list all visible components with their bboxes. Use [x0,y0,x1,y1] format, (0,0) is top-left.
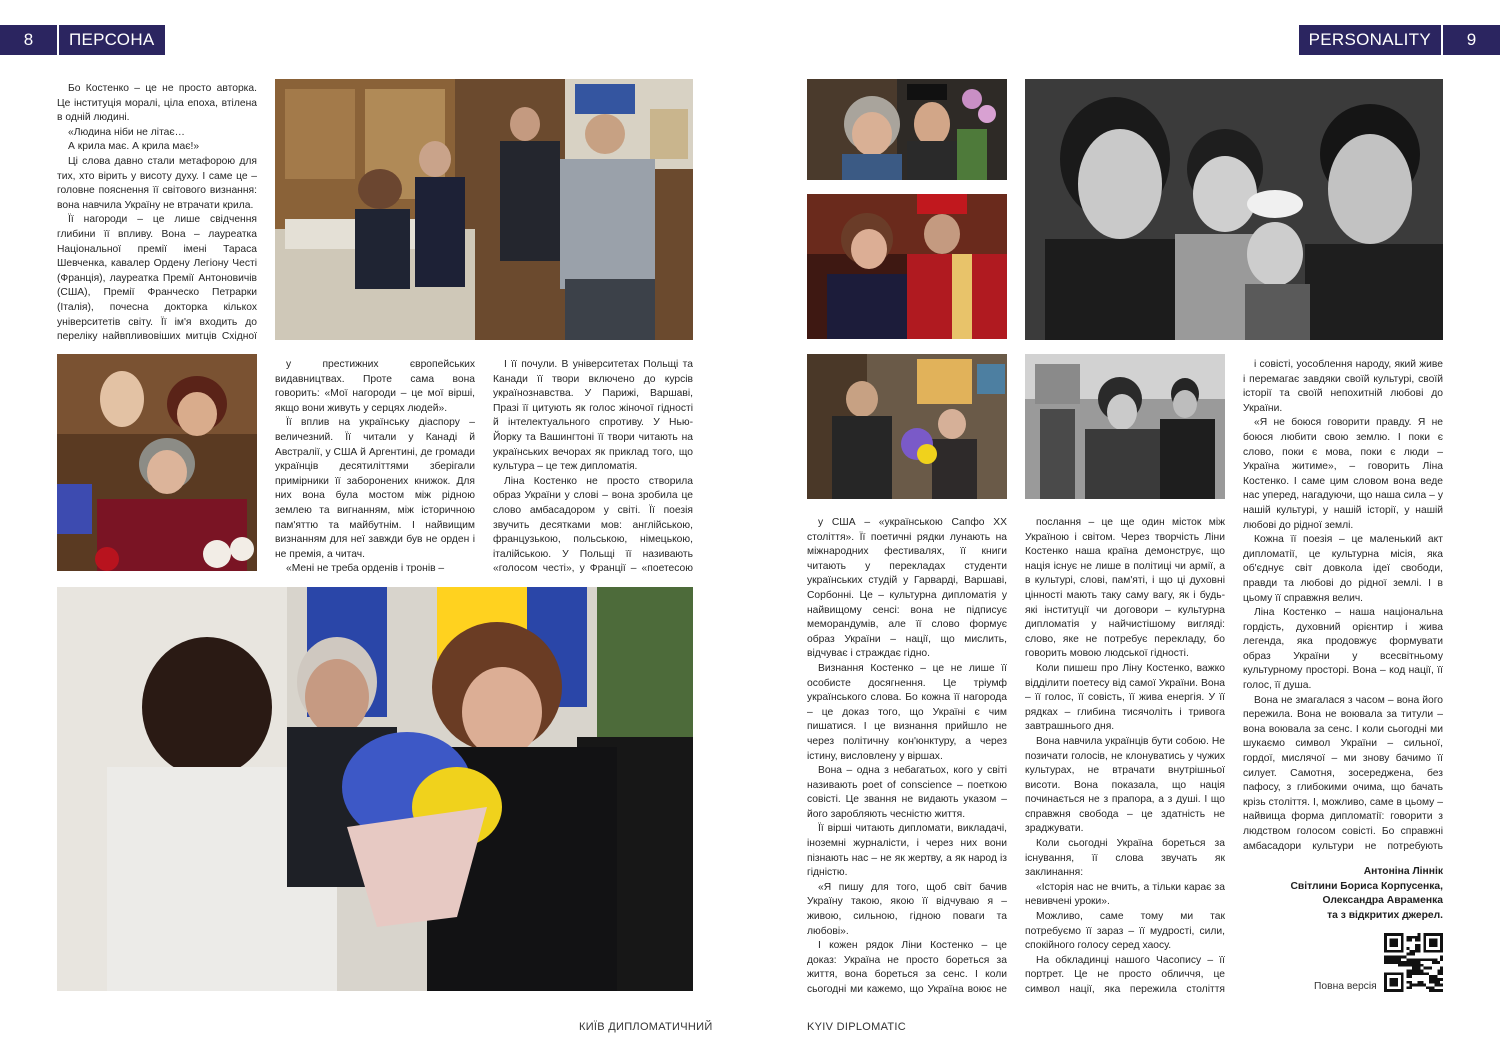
photo-credit-line-3: та з відкритих джерел. [1327,909,1443,921]
article-credits [1290,865,1443,923]
paragraph: «Я пишу для того, щоб світ бачив Україну такою, якою її відчуваю я – живою, сильною, гідною поваги та любові». [807,881,1007,937]
paragraph: Ці слова давно стали метафорою для тих, хто вірить у висоту духу. І саме це – головне пояснення її світового визнання: вона навчила Україну не втрачати крила. [57,155,257,211]
photo-family-archive [1025,79,1443,340]
paragraph: Вона не змагалася з часом – вона його пережила. Вона не воювала за титули – вона воювала за сенс. І коли сьогодні ми шукаємо символ України – сильної, гордої, мислячої – ми знову бачимо її силует. Самотня, зосереджена, без пафосу, з глибокими очима, що бачать крізь століття. І, можливо, саме в цьому – найвища форма дипломатії: говорити з людством голосом совісті. Бо справжні амбасадори культури не потребують [1243,694,1443,852]
paragraph: Ліна Костенко – наша національна гордість, духовний орієнтир і жива легенда, яка продовжує формувати образ України у всесвітньому культурному просторі. Вона – код нації, її голос, її душа. [1243,607,1443,692]
left-page-number: 8 [0,25,57,55]
paragraph: Вона навчила українців бути собою. Не позичати голосів, не клонуватись у чужих культурах, не втрачати внутрішньої висоти. Вона показала, що нація починається не з прапора, а з душі. І що справжня свобода – це здатність не зраджувати. [1025,735,1225,835]
paragraph: На обкладинці нашого Часопису – її портрет. Це не просто обличчя, це символ нації, яка пережила століття [1025,954,1225,995]
photo-gallery-visit [807,354,1007,499]
left-page-header [0,25,165,55]
text-column-2 [275,358,475,576]
footer-left-title: КИЇВ ДИПЛОМАТИЧНИЙ [579,1021,713,1033]
paragraph: у престижних європейських видавництвах. Проте сама вона говорить: «Мої нагороди – це мої вірші, якщо вони живуть у серцях людей». [275,359,475,414]
paragraph: послання – це ще один місток між Україною і світом. Через творчість Ліни Костенко наша країна демонструє, що нація існує не лише в політиці чи армії, а в культурі, слові, пам'яті, і що ці духовні цінності мають таку саму вагу, як і будь-які інституції чи договори – культурна дипломатія у найчистішому вигляді: слово, яке не потребує перекладу, бо говорить мовою людської гідності. [1025,517,1225,660]
paragraph: Бо Костенко – це не просто авторка. Це інституція моралі, ціла епоха, втілена в одній людині. [57,83,257,124]
paragraph: Коли сьогодні Україна бореться за існування, її слова звучать як заклинання: [1025,838,1225,879]
paragraph: Визнання Костенко – це не лише її особисте досягнення. Це тріумф українського слова. Бо кожна її нагорода – це доказ того, що Україні є чим пишатися. І це визнання прийшло не через політичну кон'юнктуру, а через істину, висловлену у віршах. [807,662,1007,762]
text-column-6 [1243,358,1443,854]
paragraph: у США – «українською Сапфо XX століття». Її поетичні рядки лунають на міжнародних фестивалях, її книги читають у перекладах студенти українських студій у Гарварді, Варшаві, Сорбонні. Це – культурна дипломатія у найвищому сенсі: вона не підписує меморандумів, але її слово формує образ України – нації, що мислить, відчуває і страждає гідно. [807,517,1007,660]
paragraph: Кожна її поезія – це маленький акт дипломатії, це культурна місія, яка об'єднує світ довкола ідеї свободи, правди та любові до рідної землі. І в цьому її справжня велич. [1243,534,1443,604]
paragraph: «Я не боюся говорити правду. Я не боюся любити свою землю. І поки є слово, поки є мова, поки є люди – Україна житиме», – говорить Ліна Костенко. І саме цим словом вона веде нас уперед, нагадуючи, що наша сила – у нашій культурі, у нашій історії, у нашій любові до рідної землі. [1243,417,1443,531]
author-name: Антоніна Ліннік [1363,866,1443,877]
paragraph: Коли пишеш про Ліну Костенко, важко відділити поетесу від самої України. Вона – її голос, її совість, її жива енергія. У її рядках – глибина тисячоліть і тривога завтрашнього дня. [1025,662,1225,733]
paragraph: А крила має. А крила має!» [68,141,200,153]
qr-code-icon[interactable] [1384,933,1443,992]
full-version-label: Повна версія [1314,981,1377,992]
photo-street-crowd [1025,354,1225,499]
paragraph: Вона – одна з небагатьох, кого у світі називають poet of conscience – поеткою совісті. Це звання не видають указом – його заробляють чесністю життя. [807,765,1007,820]
paragraph: Її нагороди – це лише свідчення глибини її впливу. Вона – лауреатка Національної премії імені Тараса Шевченка, кавалер Ордену Легіону Честі (Франція), лауреатка Премії Антоновичів (США), Премії Франческо Петрарки (Італія), почесна докторка кількох університетів світу. Її ім'я входить до переліку найвпливовіших митців Східної [57,214,257,343]
footer-right-title: KYIV DIPLOMATIC [807,1021,907,1033]
paragraph: І кожен рядок Ліни Костенко – це доказ: Україна не просто бореться за життя, вона бореться за сенс. І коли сьогодні ми кажемо, що Україна воює не [807,940,1007,995]
paragraph: і совісті, уособлення народу, який живе і перемагає завдяки своїй культурі, своїй історії та своїй непохитній любові до України. [1243,359,1443,414]
text-column-4 [807,516,1007,996]
right-page-number: 9 [1443,25,1500,55]
text-column-3 [493,358,693,576]
photo-credit-line-1: Світлини Бориса Корпусенка, [1290,880,1443,892]
photo-meeting-room [275,79,693,340]
photo-orchids [807,79,1007,180]
paragraph: Можливо, саме тому ми так потребуємо її зараз – її мудрості, сили, спокійного голосу серед хаосу. [1025,911,1225,952]
photo-academic-robes [807,194,1007,339]
photo-flowers-greeting [57,587,693,991]
photo-credit-line-2: Олександра Авраменка [1322,895,1443,907]
text-column-5 [1025,516,1225,996]
photo-two-women [57,354,257,571]
paragraph: «Історія нас не вчить, а тільки карає за невивчені уроки». [1025,881,1225,908]
paragraph: Її вірші читають дипломати, викладачі, іноземні журналісти, і через них вони пізнають нас – не як жертву, а як народ із гідністю. [807,823,1007,879]
paragraph: «Мені не треба орденів і тронів – [286,563,445,575]
paragraph: Її вплив на українську діаспору – величезний. Її читали у Канаді й Австралії, у США й Аргентині, де громади українців десятиліттями зберігали примірники її заборонених книжок. Для них вона була мостом між рідною землею та вигнанням, між історичною пам'яттю та майбутнім. І найвищим визнанням для неї завжди був не орден і не премія, а читач. [275,417,475,560]
right-section-title: PERSONALITY [1299,25,1441,55]
paragraph: «Людина ніби не літає… [68,126,185,138]
paragraph: Ліна Костенко не просто створила образ України у слові – вона зробила це слово амбасадором у світі. Її поезія звучить десятками мов: англійською, французькою, польською, німецькою, італійською. У Польщі її називають «голосом честі», у Франції – «поетесою [493,475,693,575]
right-page-header [1299,25,1500,55]
text-column-1-top [57,82,257,344]
left-section-title: ПЕРСОНА [59,25,165,55]
paragraph: І її почули. В університетах Польщі та Канади її твори включено до курсів українознавства. У Парижі, Варшаві, Празі її цитують як голос жіночої гідності й інтелектуального спротиву. У Нью-Йорку та Вашингтоні її твори читають на українських вечорах як приклад того, що культура – це теж дипломатія. [493,359,693,473]
